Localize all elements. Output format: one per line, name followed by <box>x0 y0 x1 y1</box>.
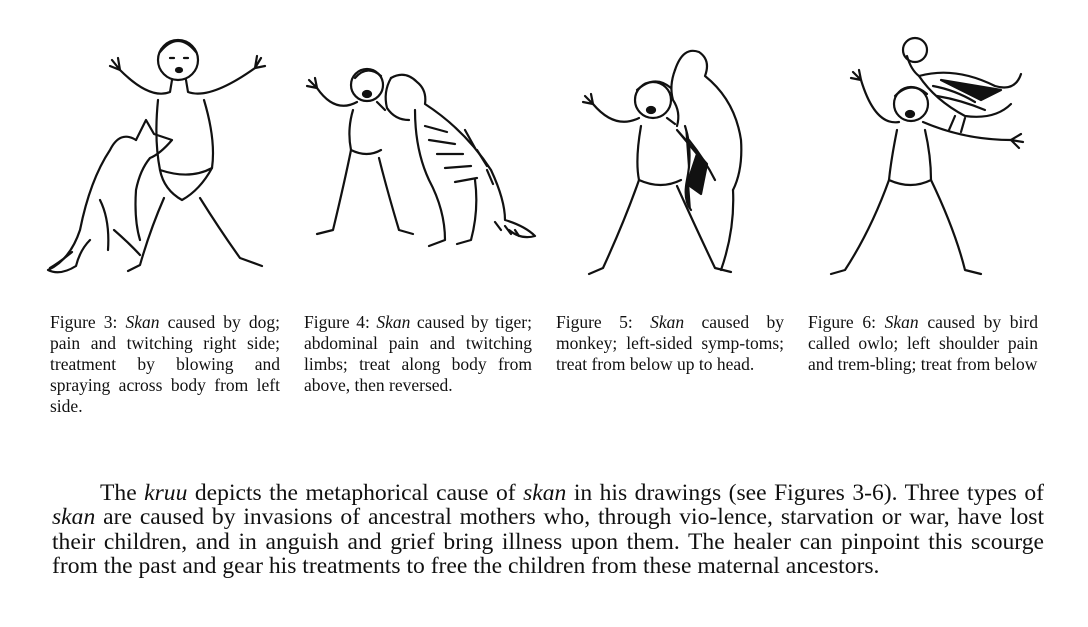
figure-4-text: caused by tiger; abdominal pain and twitching limbs; treat along body from above, then reversed. <box>304 312 532 395</box>
paragraph-segment: depicts the metaphorical cause of <box>187 480 524 506</box>
man-and-bird-drawing <box>815 30 1040 285</box>
figure-3-caption <box>50 312 280 417</box>
figure-3-text: caused by dog; pain and twitching right side; treatment by blowing and spraying across body from left side. <box>50 312 280 416</box>
term-skan: skɑn <box>52 504 96 531</box>
figure-4-term: Skɑn <box>376 312 411 332</box>
body-paragraph <box>52 481 1044 578</box>
figure-4-illustration <box>295 30 545 285</box>
figure-6-illustration <box>815 30 1040 285</box>
figure-3-label: Figure 3: <box>50 312 126 332</box>
figure-5-label: Figure 5: <box>556 312 651 332</box>
figure-6-term: Skɑn <box>884 312 919 332</box>
figure-4-label: Figure 4: <box>304 312 377 332</box>
figure-5-term: Skɑn <box>650 312 685 332</box>
figure-3-term: Skɑn <box>125 312 160 332</box>
figure-6-caption <box>808 312 1038 375</box>
term-kruu: kruu <box>144 480 188 506</box>
man-and-monkey-drawing <box>565 30 785 285</box>
figure-5-text: caused by monkey; left-sided symp-toms; treat from below up to head. <box>556 312 784 374</box>
figure-6-text: caused by bird called owlo; left shoulder pain and trem-bling; treat from below <box>808 312 1038 374</box>
paragraph-segment: The <box>100 480 145 506</box>
paragraph-segment: in his drawings (see Figures 3-6). Three types of <box>566 480 1044 506</box>
figure-3-illustration <box>40 30 280 285</box>
figure-5-caption <box>556 312 784 375</box>
man-and-tiger-drawing <box>295 30 545 285</box>
man-and-dog-drawing <box>40 30 280 285</box>
figure-4-caption <box>304 312 532 396</box>
paragraph-text <box>52 481 1044 578</box>
term-skan: skɑn <box>523 480 567 506</box>
paragraph-segment: are caused by invasions of ancestral mothers who, through vio-lence, starvation or war, have lost their children, and in anguish and grief bring illness upon them. The healer can pinpoint this scourge from the past and gear his treatments to free the children from these maternal ancestors. <box>52 504 1044 579</box>
figure-5-illustration <box>565 30 785 285</box>
figure-6-label: Figure 6: <box>808 312 885 332</box>
